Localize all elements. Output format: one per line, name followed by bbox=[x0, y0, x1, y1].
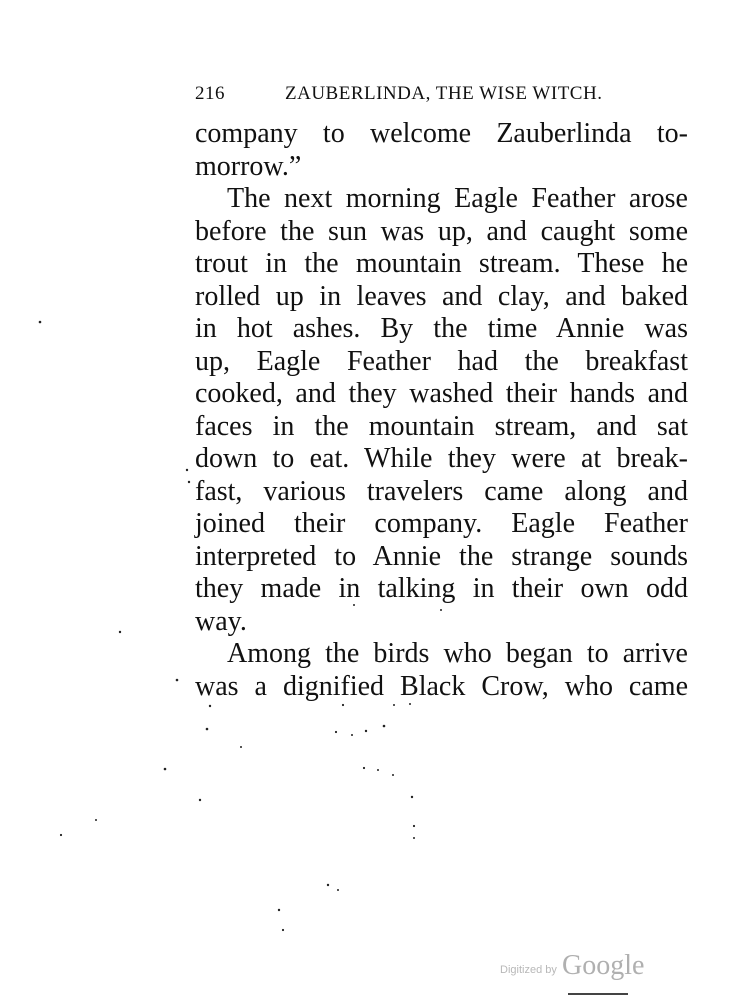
running-head bbox=[195, 80, 695, 108]
text-line: joined their company. Eagle Feather bbox=[195, 508, 688, 539]
google-logo: Google bbox=[562, 950, 645, 981]
page-number: 216 bbox=[195, 83, 225, 104]
text-line: The next morning Eagle Feather arose bbox=[227, 183, 688, 214]
text-line: was a dignified Black Crow, who came bbox=[195, 670, 688, 702]
text-line: before the sun was up, and caught some bbox=[195, 215, 688, 247]
digitization-watermark bbox=[500, 950, 720, 986]
text-line: Among the birds who began to arrive bbox=[227, 638, 688, 669]
text-line: up, Eagle Feather had the breakfast bbox=[195, 345, 688, 377]
bottom-rule bbox=[568, 993, 628, 995]
text-line: faces in the mountain stream, and sat bbox=[195, 410, 688, 442]
running-title: ZAUBERLINDA, THE WISE WITCH. bbox=[285, 83, 603, 104]
body-text bbox=[195, 118, 688, 703]
text-line: trout in the mountain stream. These he bbox=[195, 248, 688, 279]
text-line: company to welcome Zauberlinda to- bbox=[195, 118, 688, 149]
text-line: cooked, and they washed their hands and bbox=[195, 378, 688, 409]
text-line: rolled up in leaves and clay, and baked bbox=[195, 280, 688, 312]
text-line: interpreted to Annie the strange sounds bbox=[195, 540, 688, 572]
text-line: they made in talking in their own odd bbox=[195, 573, 688, 604]
text-line: fast, various travelers came along and bbox=[195, 475, 688, 507]
text-line: down to eat. While they were at break- bbox=[195, 443, 688, 474]
watermark-prefix: Digitized by bbox=[500, 964, 557, 976]
text-line: way. bbox=[195, 605, 247, 637]
text-line: in hot ashes. By the time Annie was bbox=[195, 313, 688, 344]
text-line: morrow.” bbox=[195, 150, 302, 182]
